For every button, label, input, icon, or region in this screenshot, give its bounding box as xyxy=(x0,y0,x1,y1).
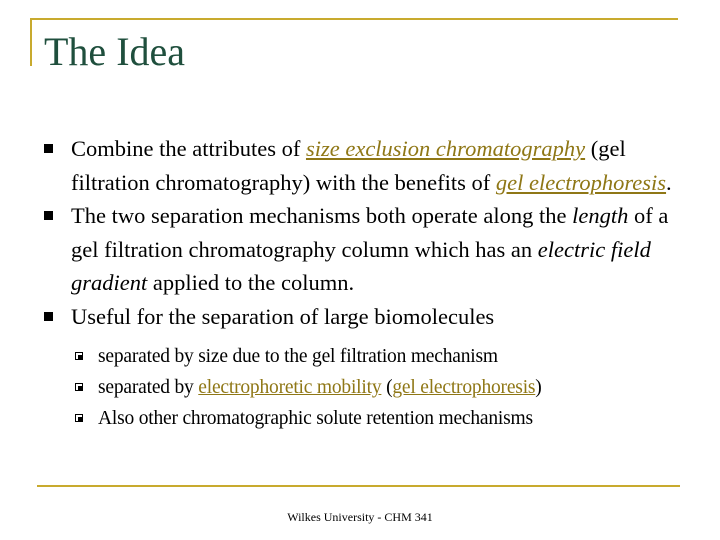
size-exclusion-link[interactable]: size exclusion chromatography xyxy=(305,136,586,161)
sub-bullet-text: ) xyxy=(535,377,542,398)
square-bullet-icon xyxy=(44,312,53,321)
bullet-text: applied to the column. xyxy=(147,270,355,295)
bullet-text: The two separation mechanisms both operate along the xyxy=(71,203,573,228)
bullet-text: of a gel filtration chromatography column which has an xyxy=(71,203,669,262)
bullet-list xyxy=(44,132,684,434)
hollow-square-bullet-icon xyxy=(75,414,83,422)
bullet-text: Useful for the separation of large biomolecules xyxy=(71,303,495,329)
bottom-border-line xyxy=(37,485,680,487)
electrophoretic-mobility-link[interactable]: electrophoretic mobility xyxy=(198,377,382,398)
bullet-item xyxy=(44,300,684,435)
gel-electrophoresis-link[interactable]: gel electrophoresis xyxy=(495,169,667,195)
sub-bullet-list xyxy=(71,341,684,434)
bullet-text: . xyxy=(666,169,672,195)
emphasis-length: length xyxy=(572,203,629,228)
sub-bullet-item xyxy=(71,403,684,434)
left-border-line xyxy=(30,18,32,66)
top-border-line xyxy=(30,18,678,20)
slide-title: The Idea xyxy=(44,29,186,74)
sub-bullet-text: separated by xyxy=(98,377,199,398)
bullet-item xyxy=(44,199,684,300)
square-bullet-icon xyxy=(44,211,53,220)
sub-bullet-item xyxy=(71,341,684,372)
hollow-square-bullet-icon xyxy=(75,352,83,360)
emphasis-electric-field: electric field gradient xyxy=(71,236,651,295)
bullet-text: Combine the attributes of xyxy=(71,136,306,161)
bullet-text: (gel filtration chromatography) with the benefits of xyxy=(71,136,626,195)
bullet-item xyxy=(44,132,684,199)
sub-bullet-text: Also other chromatographic solute retention mechanisms xyxy=(98,408,533,429)
gel-electrophoresis-link[interactable]: gel electrophoresis xyxy=(392,377,536,398)
hollow-square-bullet-icon xyxy=(75,383,83,391)
sub-bullet-item xyxy=(71,372,684,403)
sub-bullet-text: separated by size due to the gel filtration mechanism xyxy=(98,346,498,367)
square-bullet-icon xyxy=(44,144,53,153)
footer-text: Wilkes University - CHM 341 xyxy=(287,510,433,524)
sub-bullet-text: ( xyxy=(381,377,393,398)
